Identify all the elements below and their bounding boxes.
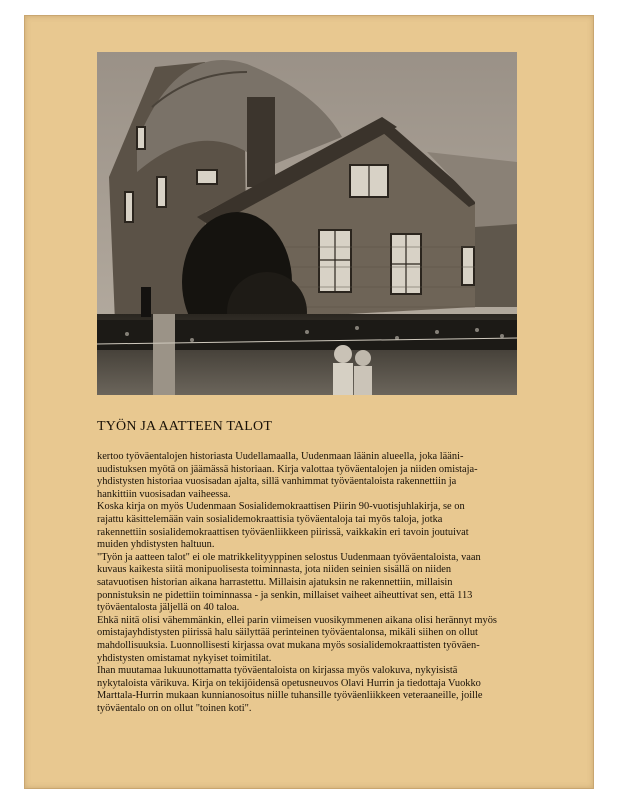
house-photo (97, 52, 517, 395)
description-line: "Työn ja aatteen talot" ei ole matrikkelityyppinen selostus Uudenmaan työväentaloista, vaan (97, 551, 481, 563)
description-line: yhdistysten historiaa vuosisadan ajalta, sillä vanhimmat työväentaloista rakennettiin ja (97, 476, 457, 488)
description-line: satavuotisen historian aikana harrastettu. Millaisin ajatuksin ne rakennettiin, millaisin (97, 576, 453, 588)
description-line: yhdistysten omistamat nykyiset toimitilat. (97, 652, 272, 664)
description-line: kertoo työväentalojen historiasta Uudellamaalla, Uudenmaan läänin alueella, joka lääni- (97, 451, 464, 462)
description-line: rakennettiin sosialidemokraattisen työväenliikkeen piirissä, vaikkakin eri tavoin joutuivat (97, 526, 469, 538)
description-line: Ehkä niitä olisi vähemmänkin, ellei parin viimeisen vuosikymmenen aikana olisi herännyt myös (97, 614, 497, 626)
description-line: kuvaus kaikesta siitä monipuolisesta toiminnasta, jota niiden seinien sisällä on niiden (97, 564, 452, 576)
description-line: ponnistuksin ne pidettiin toiminnassa - ja senkin, millaiset vaiheet aiheuttivat sen, että 113 (97, 589, 473, 601)
description-line: työväentalosta jäljellä on 40 taloa. (97, 602, 240, 614)
description-line: mahdollisuuksia. Luonnollisesti kirjassa ovat mukana myös sosialidemokraattisten työväen- (97, 639, 480, 651)
book-title: TYÖN JA AATTEEN TALOT (97, 419, 273, 434)
house-photo-drawing (97, 52, 517, 395)
description-line: uudistuksen myötä on jäämässä historiaan. Kirja valottaa työväentalojen ja niiden omistaja- (97, 463, 478, 475)
description-line: nykytaloista värikuva. Kirja on tekijöidensä opetusneuvos Olavi Hurrin ja tiedottaja Vuokko (97, 677, 481, 689)
description-line: muiden yhdistysten haltuun. (97, 539, 215, 551)
description-line: hankittiin vuosisadan vaiheessa. (97, 488, 231, 500)
description-line: omistajayhdistysten piirissä halu säilyttää perinteinen työväentalonsa, mikäli siihen on ollut (97, 627, 478, 639)
description-line: rajattu käsittelemään vain sosialidemokraattisia työväentaloja tai myös taloja, jotka (97, 513, 443, 525)
description-line: Koska kirja on myös Uudenmaan Sosialidemokraattisen Piirin 90-vuotisjuhlakirja, se on (97, 501, 465, 513)
description-line: työväentalo on on ollut "toinen koti". (97, 702, 252, 714)
book-description (97, 451, 521, 715)
description-line: Marttala-Hurrin mukaan kunnianosoitus niille tuhansille työväenliikkeen veteraaneille, joille (97, 690, 483, 702)
description-line: Ihan muutamaa lukuunottamatta työväentaloista on kirjassa myös valokuva, nykyisistä (97, 665, 458, 677)
